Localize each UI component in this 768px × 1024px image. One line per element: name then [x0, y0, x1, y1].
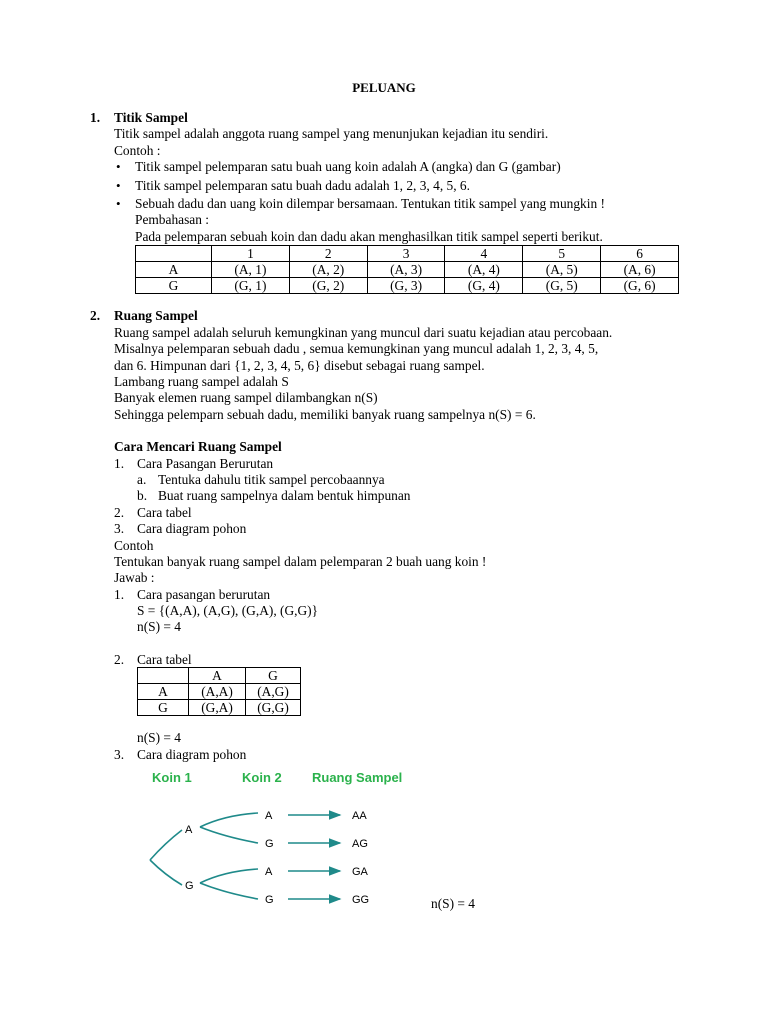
table-cell: (A, 4) [445, 262, 523, 278]
jawab2-title: Cara tabel [137, 652, 192, 667]
list-letter: a. [137, 472, 147, 487]
bullet-item: Titik sampel pelemparan satu buah dadu adalah 1, 2, 3, 4, 5, 6. [135, 178, 470, 193]
section1-contoh: Contoh : [114, 143, 161, 158]
bullet-icon: • [116, 178, 121, 193]
table-cell: (A, 1) [212, 262, 290, 278]
table-row [138, 700, 301, 716]
table-cell: 1 [212, 246, 290, 262]
list-number: 3. [114, 521, 125, 536]
jawab1-n: n(S) = 4 [137, 619, 182, 634]
table-cell: (A, 6) [601, 262, 679, 278]
table-cell: 6 [601, 246, 679, 262]
tree-outcome: GA [352, 866, 368, 878]
table-cell: (A, 3) [367, 262, 445, 278]
list-number: 1. [114, 456, 125, 471]
soal-text: Tentukan banyak ruang sampel dalam pelemparan 2 buah uang koin ! [114, 554, 487, 569]
cara-heading: Cara Mencari Ruang Sampel [114, 439, 282, 454]
bullet-icon: • [116, 159, 121, 174]
table-cell: (A,G) [246, 684, 301, 700]
jawab3-n: n(S) = 4 [431, 896, 476, 911]
branch-line [200, 869, 258, 883]
list-number: 3. [114, 747, 125, 762]
table-cell: (G, 2) [289, 278, 367, 294]
table-cell [138, 668, 189, 684]
section1-heading: Titik Sampel [114, 110, 188, 125]
section2-para-line: dan 6. Himpunan dari {1, 2, 3, 4, 5, 6} disebut sebagai ruang sampel. [114, 358, 485, 373]
branch-line [200, 827, 258, 843]
bullet-item: Titik sampel pelemparan satu buah uang koin adalah A (angka) dan G (gambar) [135, 159, 561, 174]
pembahasan-label: Pembahasan : [135, 212, 210, 227]
tree-outcome: AA [352, 810, 367, 822]
table-cell: (G, 4) [445, 278, 523, 294]
branch-line [200, 883, 258, 899]
list-item: Tentuka dahulu titik sampel percobaannya [158, 472, 385, 487]
list-letter: b. [137, 488, 148, 503]
table-cell: A [189, 668, 246, 684]
list-item: Cara diagram pohon [137, 521, 247, 536]
table-row [136, 262, 679, 278]
table-cell: (G,G) [246, 700, 301, 716]
table-cell: A [138, 684, 189, 700]
table-cell: 4 [445, 246, 523, 262]
jawab1-set: S = {(A,A), (A,G), (G,A), (G,G)} [137, 603, 319, 618]
table-cell: 3 [367, 246, 445, 262]
bullet-item: Sebuah dadu dan uang koin dilempar bersamaan. Tentukan titik sampel yang mungkin ! [135, 196, 605, 211]
tree-diagram [140, 765, 410, 915]
section1-definition: Titik sampel adalah anggota ruang sampel yang menunjukan kejadian itu sendiri. [114, 126, 549, 141]
table-cell: A [136, 262, 212, 278]
table-row [138, 684, 301, 700]
table-cell: G [246, 668, 301, 684]
list-item: Cara tabel [137, 505, 192, 520]
jawab1-title: Cara pasangan berurutan [137, 587, 271, 602]
table-cell: (G, 1) [212, 278, 290, 294]
page-title: PELUANG [352, 80, 416, 95]
table-row [136, 278, 679, 294]
branch-line [200, 813, 258, 827]
table-cell: G [136, 278, 212, 294]
tree-node-level2: A [265, 866, 273, 878]
jawab2-n: n(S) = 4 [137, 730, 182, 745]
section2-heading: Ruang Sampel [114, 308, 198, 323]
table-cell [136, 246, 212, 262]
list-number: 1. [114, 587, 125, 602]
table-cell: (G, 5) [523, 278, 601, 294]
section2-para-line: Misalnya pelemparan sebuah dadu , semua kemungkinan yang muncul adalah 1, 2, 3, 4, 5, [114, 341, 599, 356]
section1-number: 1. [90, 110, 101, 125]
lambang-text: Lambang ruang sampel adalah S [114, 374, 289, 389]
tree-node-level1: A [185, 824, 193, 836]
table-cell: 5 [523, 246, 601, 262]
table-header-row [136, 246, 679, 262]
tree-node-level1: G [185, 880, 194, 892]
list-item: Cara Pasangan Berurutan [137, 456, 274, 471]
table-cell: (G,A) [189, 700, 246, 716]
section2-number: 2. [90, 308, 101, 323]
jawab3-title: Cara diagram pohon [137, 747, 247, 762]
sehingga-text: Sehingga pelemparn sebuah dadu, memiliki banyak ruang sampelnya n(S) = 6. [114, 407, 536, 422]
table-cell: (A,A) [189, 684, 246, 700]
coin-table [137, 667, 301, 716]
jawab-label: Jawab : [114, 570, 155, 585]
branch-line [150, 860, 182, 885]
tree-outcome: GG [352, 894, 370, 906]
tree-node-level2: A [265, 810, 273, 822]
tree-header-koin2: Koin 2 [242, 770, 282, 785]
tree-node-level2: G [265, 894, 274, 906]
tree-outcome: AG [352, 838, 368, 850]
tree-header-ruang-sampel: Ruang Sampel [312, 770, 403, 785]
table-cell: 2 [289, 246, 367, 262]
table-header-row [138, 668, 301, 684]
branch-line [150, 830, 182, 860]
pembahasan-text: Pada pelemparan sebuah koin dan dadu akan menghasilkan titik sampel seperti berikut. [135, 229, 603, 244]
table-cell: (A, 5) [523, 262, 601, 278]
contoh-label: Contoh [114, 538, 154, 553]
table-cell: G [138, 700, 189, 716]
sample-point-table [135, 245, 679, 294]
list-number: 2. [114, 652, 125, 667]
section2-para-line: Ruang sampel adalah seluruh kemungkinan yang muncul dari suatu kejadian atau percobaan. [114, 325, 613, 340]
table-cell: (A, 2) [289, 262, 367, 278]
table-cell: (G, 6) [601, 278, 679, 294]
bullet-icon: • [116, 196, 121, 211]
banyak-text: Banyak elemen ruang sampel dilambangkan n(S) [114, 390, 378, 405]
list-item: Buat ruang sampelnya dalam bentuk himpunan [158, 488, 411, 503]
list-number: 2. [114, 505, 125, 520]
tree-node-level2: G [265, 838, 274, 850]
tree-header-koin1: Koin 1 [152, 770, 192, 785]
table-cell: (G, 3) [367, 278, 445, 294]
